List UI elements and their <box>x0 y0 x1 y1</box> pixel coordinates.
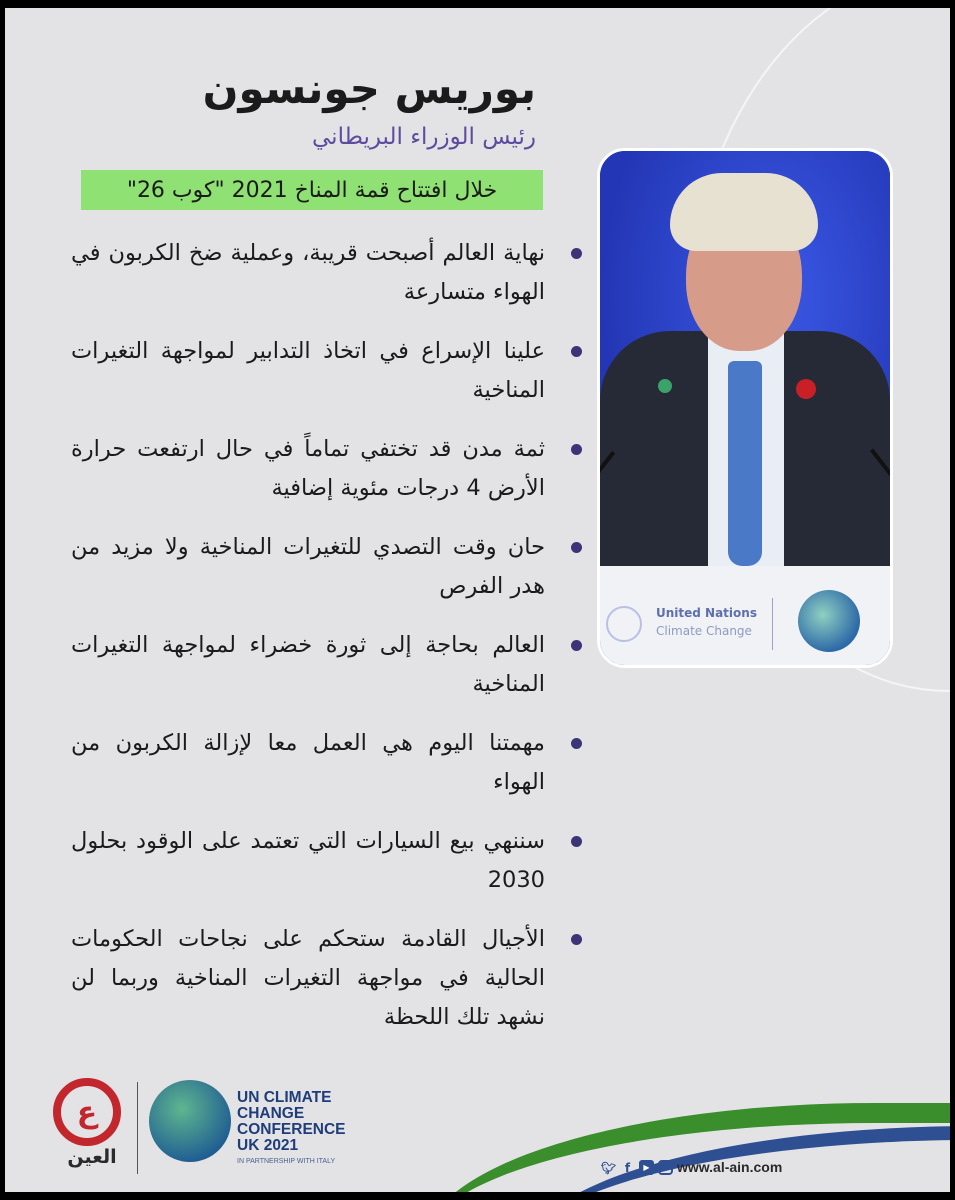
brand-mark: ع <box>76 1094 98 1130</box>
bullet-dot-icon <box>571 248 582 259</box>
cop26-title: UN CLIMATE CHANGE CONFERENCE UK 2021 <box>237 1089 346 1154</box>
un-emblem-icon <box>606 606 642 642</box>
podium-divider <box>772 598 773 650</box>
cop26-globe-icon <box>149 1080 231 1162</box>
globe-icon <box>798 590 860 652</box>
quote-item <box>71 528 585 606</box>
page-title: بوريس جونسون <box>202 64 536 113</box>
bullet-dot-icon <box>571 934 582 945</box>
quote-text: علينا الإسراع في اتخاذ التدابير لمواجهة التغيرات المناخية <box>71 338 545 403</box>
quote-text: العالم بحاجة إلى ثورة خضراء لمواجهة التغيرات المناخية <box>71 632 545 697</box>
bullet-dot-icon <box>571 836 582 847</box>
bullet-dot-icon <box>571 738 582 749</box>
bullet-dot-icon <box>571 444 582 455</box>
quote-text: مهمتنا اليوم هي العمل معا لإزالة الكربون من الهواء <box>71 730 545 795</box>
infographic-card <box>5 8 950 1192</box>
photo-backdrop <box>600 151 890 566</box>
quote-item <box>71 430 585 508</box>
brand-name: العين <box>67 1146 117 1168</box>
quote-text: ثمة مدن قد تختفي تماماً في حال ارتفعت حرارة الأرض 4 درجات مئوية إضافية <box>71 436 545 501</box>
youtube-icon[interactable]: ▶ <box>639 1160 654 1175</box>
website-link[interactable]: www.al-ain.com <box>677 1159 783 1175</box>
quote-text: الأجيال القادمة ستحكم على نجاحات الحكومات الحالية في مواجهة التغيرات المناخية وربما لن نشهد تلك اللحظة <box>71 926 545 1030</box>
page-subtitle: رئيس الوزراء البريطاني <box>312 124 536 150</box>
event-banner: خلال افتتاح قمة المناخ 2021 "كوب 26" <box>81 170 543 210</box>
instagram-icon[interactable] <box>658 1160 673 1175</box>
quote-text: حان وقت التصدي للتغيرات المناخية ولا مزيد من هدر الفرص <box>71 534 545 599</box>
poppy-pin-icon <box>796 379 816 399</box>
footer-divider <box>137 1082 138 1174</box>
speaker-tie <box>728 361 762 566</box>
al-ain-logo-icon <box>53 1078 121 1146</box>
facebook-icon[interactable]: f <box>624 1160 631 1175</box>
quote-item <box>71 920 585 1037</box>
quote-text: سننهي بيع السيارات التي تعتمد على الوقود بحلول 2030 <box>71 828 545 893</box>
bullet-dot-icon <box>571 542 582 553</box>
lapel-pin-icon <box>658 379 672 393</box>
twitter-icon[interactable]: 🐦︎ <box>600 1160 617 1175</box>
quote-item <box>71 626 585 704</box>
cop26-partner: IN PARTNERSHIP WITH ITALY <box>237 1158 336 1165</box>
quote-text: نهاية العالم أصبحت قريبة، وعملية ضخ الكربون في الهواء متسارعة <box>71 240 545 305</box>
podium-subtitle: Climate Change <box>656 624 752 638</box>
quote-item <box>71 234 585 312</box>
social-links <box>601 1160 673 1175</box>
podium <box>600 566 890 668</box>
bullet-dot-icon <box>571 346 582 357</box>
quote-item <box>71 822 585 900</box>
podium-title: United Nations <box>656 606 757 620</box>
bullet-dot-icon <box>571 640 582 651</box>
quote-item <box>71 332 585 410</box>
quote-list <box>71 234 585 1057</box>
speaker-hair <box>670 173 818 251</box>
quote-item <box>71 724 585 802</box>
speaker-photo <box>597 148 893 668</box>
